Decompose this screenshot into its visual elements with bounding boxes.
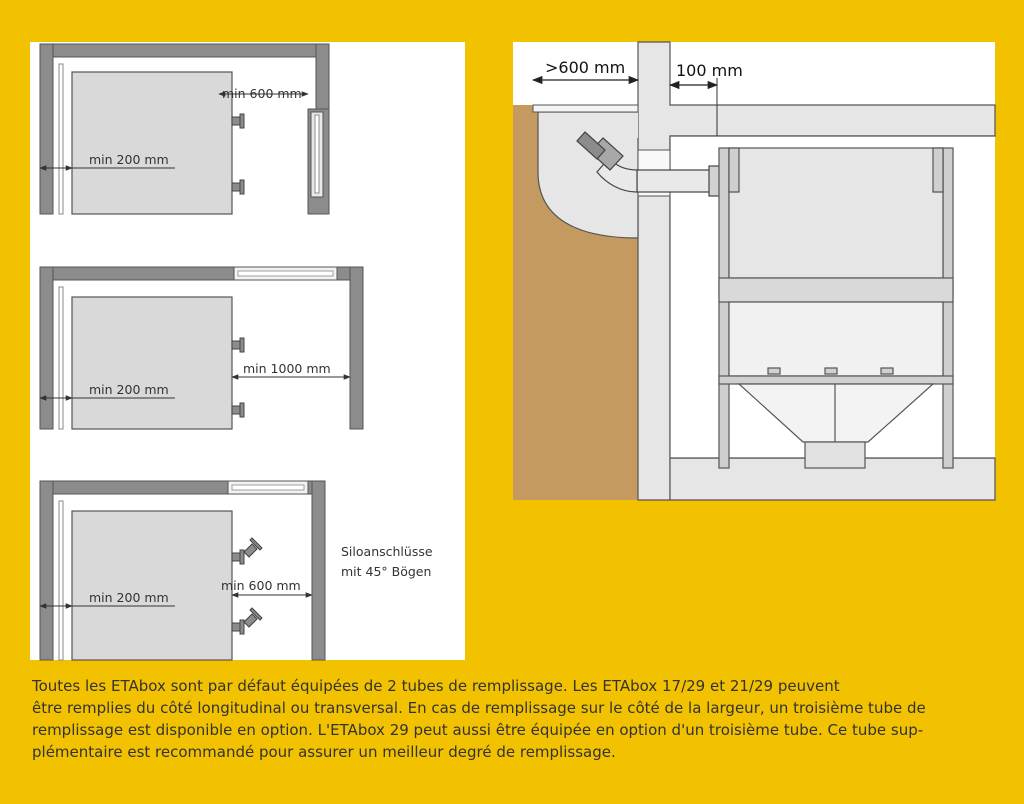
top-wall xyxy=(40,481,228,494)
fill-tube-45-lower xyxy=(232,608,262,634)
section-view-svg xyxy=(513,42,995,500)
caption-line-2: être remplies du côté longitudinal ou transversal. En cas de remplissage sur le côté de la largeur, un troisième tube de xyxy=(32,699,926,717)
top-wall xyxy=(40,267,234,280)
left-wall xyxy=(40,267,53,429)
plan-diagram-middle xyxy=(40,267,363,429)
fill-tube-lower xyxy=(232,180,244,194)
left-wall xyxy=(40,44,53,214)
etabox xyxy=(72,72,232,214)
dim-label-side: min 200 mm xyxy=(89,590,169,605)
dim-label-inner: 100 mm xyxy=(676,61,743,80)
plan-diagram-top xyxy=(40,44,329,214)
left-plan-panel xyxy=(30,42,465,660)
caption-text xyxy=(32,675,997,763)
right-wall xyxy=(350,267,363,429)
dim-label-wall: min 1000 mm xyxy=(243,361,331,376)
left-wall xyxy=(40,481,53,660)
caption-line-4: plémentaire est recommandé pour assurer un meilleur degré de remplissage. xyxy=(32,743,616,761)
right-wall-upper xyxy=(316,44,329,109)
dim-label-wall: min 600 mm xyxy=(221,578,301,593)
fill-tube-lower xyxy=(232,403,244,417)
fill-tube-45-upper xyxy=(232,538,262,564)
dim-label-side: min 200 mm xyxy=(89,152,169,167)
cover-slab xyxy=(533,105,638,112)
dim-label-outer: >600 mm xyxy=(545,58,626,77)
top-wall xyxy=(40,44,329,57)
silo-note-line2: mit 45° Bögen xyxy=(341,564,432,579)
silo-note-line1: Siloanschlüsse xyxy=(341,544,433,559)
dim-label-side: min 200 mm xyxy=(89,382,169,397)
right-section-panel xyxy=(513,42,995,500)
plan-views-svg xyxy=(30,42,465,660)
caption-line-1: Toutes les ETAbox sont par défaut équipées de 2 tubes de remplissage. Les ETAbox 17/29 et 21/29 peuvent xyxy=(32,677,840,695)
etabox xyxy=(72,297,232,429)
plan-diagram-bottom xyxy=(40,481,433,660)
fill-tube-upper xyxy=(232,338,244,352)
etabox xyxy=(72,511,232,660)
caption-line-3: remplissage est disponible en option. L'ETAbox 29 peut aussi être équipée en option d'un troisième tube. Ce tube sup- xyxy=(32,721,924,739)
right-wall xyxy=(312,481,325,660)
dim-label-wall: min 600 mm xyxy=(222,86,302,101)
fill-tube-upper xyxy=(232,114,244,128)
